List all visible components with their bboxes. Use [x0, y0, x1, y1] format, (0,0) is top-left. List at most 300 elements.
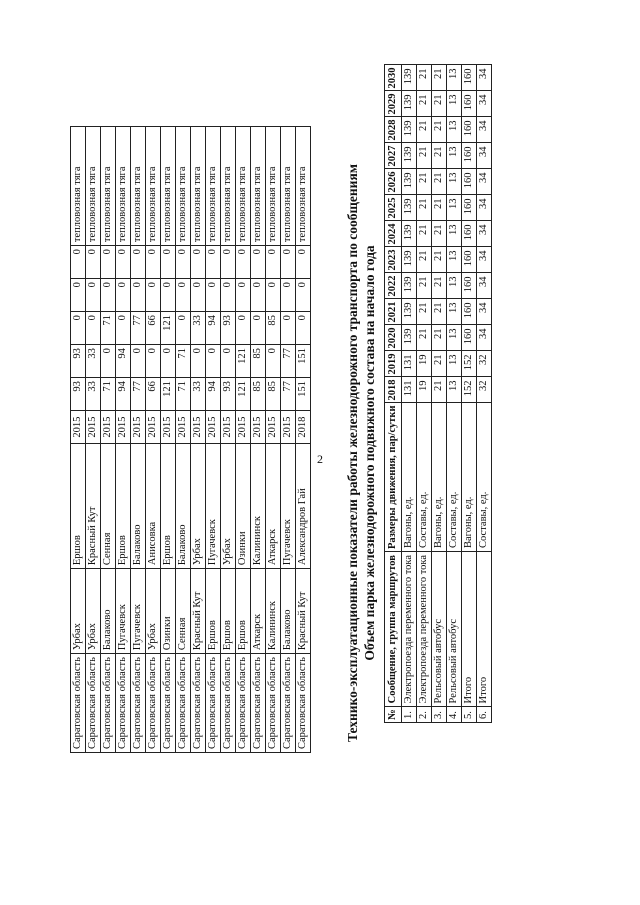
- stock-cell: Рельсовый автобус: [432, 551, 447, 706]
- route-cell: Калининск: [251, 443, 266, 568]
- route-cell: 0: [236, 311, 251, 344]
- stock-cell: 131: [402, 376, 417, 402]
- route-cell: 33: [86, 377, 101, 410]
- route-cell: 71: [176, 377, 191, 410]
- route-cell: Урбах: [71, 568, 86, 653]
- route-row: [131, 126, 146, 752]
- route-cell: 0: [176, 278, 191, 311]
- stock-cell: 139: [402, 298, 417, 324]
- stock-row: [432, 64, 447, 722]
- route-cell: 0: [206, 278, 221, 311]
- rotated-page: [66, 53, 574, 853]
- route-cell: Урбах: [221, 443, 236, 568]
- section-headings: [344, 53, 378, 853]
- route-row: [86, 126, 101, 752]
- route-cell: Саратовская область: [86, 653, 101, 752]
- route-cell: Озинки: [236, 443, 251, 568]
- route-cell: 71: [176, 344, 191, 377]
- stock-cell: 34: [477, 194, 492, 220]
- stock-cell: 139: [402, 116, 417, 142]
- stock-cell: 21: [432, 376, 447, 402]
- stock-cell: 13: [447, 376, 462, 402]
- stock-cell: 160: [462, 64, 477, 90]
- route-cell: Саратовская область: [266, 653, 281, 752]
- route-cell: 0: [251, 311, 266, 344]
- route-cell: 0: [281, 311, 296, 344]
- route-cell: Красный Кут: [86, 443, 101, 568]
- stock-cell: Рельсовый автобус: [447, 551, 462, 706]
- route-cell: 0: [71, 278, 86, 311]
- header-year: 2027: [385, 142, 402, 168]
- route-cell: Саратовская область: [176, 653, 191, 752]
- stock-cell: 21: [432, 116, 447, 142]
- route-row: [146, 126, 161, 752]
- route-cell: тепловозная тяга: [101, 126, 116, 245]
- route-cell: Саратовская область: [116, 653, 131, 752]
- stock-cell: 13: [447, 298, 462, 324]
- stock-cell: 152: [462, 376, 477, 402]
- route-cell: Озинки: [161, 568, 176, 653]
- route-cell: Саратовская область: [251, 653, 266, 752]
- route-cell: 2015: [176, 410, 191, 443]
- stock-cell: 2.: [417, 706, 432, 722]
- route-row: [221, 126, 236, 752]
- route-cell: Пугачевск: [131, 568, 146, 653]
- stock-row: [447, 64, 462, 722]
- route-cell: 2015: [236, 410, 251, 443]
- route-cell: 2015: [131, 410, 146, 443]
- route-row: [191, 126, 206, 752]
- stock-cell: 21: [432, 246, 447, 272]
- stock-cell: 21: [432, 350, 447, 376]
- route-cell: 0: [236, 245, 251, 278]
- stock-cell: 34: [477, 324, 492, 350]
- stock-cell: 139: [402, 246, 417, 272]
- stock-cell: 21: [417, 220, 432, 246]
- stock-cell: 13: [447, 350, 462, 376]
- section-subtitle: Объем парка железнодорожного подвижного состава на начало года: [362, 244, 377, 661]
- stock-cell: 160: [462, 142, 477, 168]
- stock-cell: 160: [462, 168, 477, 194]
- stock-cell: Составы, ед.: [447, 402, 462, 551]
- route-cell: Урбах: [146, 568, 161, 653]
- route-cell: 2015: [101, 410, 116, 443]
- route-row: [281, 126, 296, 752]
- route-cell: 66: [146, 377, 161, 410]
- route-cell: 77: [131, 311, 146, 344]
- stock-cell: 13: [447, 168, 462, 194]
- route-cell: 0: [191, 245, 206, 278]
- route-cell: тепловозная тяга: [236, 126, 251, 245]
- route-cell: 0: [116, 278, 131, 311]
- route-cell: 0: [116, 311, 131, 344]
- route-row: [71, 126, 86, 752]
- stock-row: [402, 64, 417, 722]
- stock-cell: 21: [432, 194, 447, 220]
- route-cell: 94: [206, 377, 221, 410]
- route-cell: Пугачевск: [281, 443, 296, 568]
- route-cell: 0: [146, 344, 161, 377]
- stock-cell: 21: [432, 64, 447, 90]
- route-cell: 0: [161, 344, 176, 377]
- stock-cell: 19: [417, 350, 432, 376]
- route-cell: 0: [71, 311, 86, 344]
- stock-row: [462, 64, 477, 722]
- route-cell: 77: [281, 377, 296, 410]
- route-cell: 0: [266, 278, 281, 311]
- route-cell: 121: [161, 311, 176, 344]
- header-year: 2029: [385, 90, 402, 116]
- route-cell: Саратовская область: [206, 653, 221, 752]
- route-cell: тепловозная тяга: [131, 126, 146, 245]
- header-year: 2028: [385, 116, 402, 142]
- stock-cell: 21: [432, 298, 447, 324]
- routes-table: [70, 126, 311, 753]
- route-cell: 0: [191, 278, 206, 311]
- route-cell: 66: [146, 311, 161, 344]
- stock-cell: 21: [432, 90, 447, 116]
- route-cell: 2015: [146, 410, 161, 443]
- route-row: [251, 126, 266, 752]
- stock-header-row: [385, 64, 402, 722]
- route-cell: 2018: [296, 410, 311, 443]
- route-cell: 0: [86, 311, 101, 344]
- route-cell: Красный Кут: [296, 568, 311, 653]
- header-year: 2018: [385, 376, 402, 402]
- route-cell: Урбах: [86, 568, 101, 653]
- header-num: №: [385, 706, 402, 722]
- route-cell: Ершов: [71, 443, 86, 568]
- stock-cell: 21: [417, 64, 432, 90]
- route-cell: тепловозная тяга: [206, 126, 221, 245]
- route-row: [296, 126, 311, 752]
- stock-cell: 34: [477, 142, 492, 168]
- route-cell: 0: [146, 245, 161, 278]
- stock-cell: 21: [432, 168, 447, 194]
- route-cell: 151: [296, 377, 311, 410]
- route-cell: 94: [206, 311, 221, 344]
- route-cell: 0: [206, 245, 221, 278]
- route-cell: Аткарск: [251, 568, 266, 653]
- route-cell: Анисовка: [146, 443, 161, 568]
- stock-cell: 139: [402, 142, 417, 168]
- stock-cell: 34: [477, 168, 492, 194]
- stock-cell: 34: [477, 298, 492, 324]
- route-cell: Саратовская область: [191, 653, 206, 752]
- route-cell: 94: [116, 377, 131, 410]
- route-cell: Саратовская область: [71, 653, 86, 752]
- route-cell: Аткарск: [266, 443, 281, 568]
- route-cell: тепловозная тяга: [86, 126, 101, 245]
- stock-cell: Составы, ед.: [417, 402, 432, 551]
- header-sizes: Размеры движения, пар/сутки: [385, 402, 402, 551]
- stock-row: [417, 64, 432, 722]
- stock-cell: 160: [462, 246, 477, 272]
- route-cell: тепловозная тяга: [191, 126, 206, 245]
- route-row: [161, 126, 176, 752]
- route-cell: тепловозная тяга: [251, 126, 266, 245]
- route-cell: 0: [131, 245, 146, 278]
- route-cell: 85: [266, 377, 281, 410]
- route-cell: 121: [236, 377, 251, 410]
- route-cell: 85: [266, 311, 281, 344]
- header-message: Сообщение, группа маршрутов: [385, 551, 402, 706]
- route-cell: тепловозная тяга: [161, 126, 176, 245]
- route-cell: Балаково: [131, 443, 146, 568]
- route-cell: Сенная: [101, 443, 116, 568]
- stock-cell: 160: [462, 298, 477, 324]
- stock-cell: 21: [432, 220, 447, 246]
- stock-cell: 13: [447, 142, 462, 168]
- route-cell: 85: [251, 344, 266, 377]
- route-cell: Балаково: [176, 443, 191, 568]
- stock-cell: 21: [417, 142, 432, 168]
- route-cell: 0: [266, 245, 281, 278]
- stock-cell: 5.: [462, 706, 477, 722]
- stock-cell: 34: [477, 246, 492, 272]
- route-cell: 0: [176, 245, 191, 278]
- stock-cell: 21: [417, 246, 432, 272]
- route-cell: 77: [131, 377, 146, 410]
- route-cell: тепловозная тяга: [146, 126, 161, 245]
- route-cell: Ершов: [116, 443, 131, 568]
- route-cell: 2015: [191, 410, 206, 443]
- stock-cell: 13: [447, 220, 462, 246]
- stock-cell: 21: [417, 168, 432, 194]
- route-cell: 0: [101, 344, 116, 377]
- stock-cell: 19: [417, 376, 432, 402]
- stock-cell: 139: [402, 168, 417, 194]
- route-cell: Саратовская область: [281, 653, 296, 752]
- header-year: 2020: [385, 324, 402, 350]
- route-cell: тепловозная тяга: [221, 126, 236, 245]
- stock-cell: 13: [447, 64, 462, 90]
- route-cell: 2015: [266, 410, 281, 443]
- route-cell: 71: [101, 377, 116, 410]
- route-cell: 0: [71, 245, 86, 278]
- stock-cell: 1.: [402, 706, 417, 722]
- route-cell: 0: [101, 278, 116, 311]
- route-cell: 2015: [221, 410, 236, 443]
- route-cell: Саратовская область: [101, 653, 116, 752]
- route-cell: 77: [281, 344, 296, 377]
- route-cell: Саратовская область: [131, 653, 146, 752]
- route-cell: 0: [296, 245, 311, 278]
- route-cell: 2015: [86, 410, 101, 443]
- stock-cell: 21: [417, 116, 432, 142]
- stock-cell: 21: [432, 142, 447, 168]
- route-cell: 93: [221, 311, 236, 344]
- route-cell: Балаково: [281, 568, 296, 653]
- route-cell: тепловозная тяга: [281, 126, 296, 245]
- route-cell: 0: [131, 344, 146, 377]
- header-year: 2024: [385, 220, 402, 246]
- route-cell: 33: [86, 344, 101, 377]
- route-cell: 0: [221, 344, 236, 377]
- stock-cell: 32: [477, 350, 492, 376]
- stock-cell: 139: [402, 324, 417, 350]
- route-cell: тепловозная тяга: [71, 126, 86, 245]
- stock-cell: 21: [417, 272, 432, 298]
- route-cell: Саратовская область: [296, 653, 311, 752]
- route-cell: 151: [296, 344, 311, 377]
- stock-cell: 160: [462, 90, 477, 116]
- header-year: 2022: [385, 272, 402, 298]
- stock-cell: 21: [417, 194, 432, 220]
- route-cell: 0: [161, 278, 176, 311]
- stock-cell: Итого: [462, 551, 477, 706]
- route-cell: 0: [131, 278, 146, 311]
- stock-cell: 21: [417, 90, 432, 116]
- section-title: Технико-эксплуатационные показатели работы железнодорожного транспорта по сообщениям: [345, 163, 360, 742]
- route-row: [176, 126, 191, 752]
- route-cell: 0: [281, 245, 296, 278]
- route-cell: Красный Кут: [191, 568, 206, 653]
- header-year: 2026: [385, 168, 402, 194]
- route-cell: 0: [221, 278, 236, 311]
- page-number: 2: [317, 452, 323, 466]
- route-cell: 0: [176, 311, 191, 344]
- stock-cell: 13: [447, 90, 462, 116]
- route-cell: 0: [296, 311, 311, 344]
- route-cell: 0: [206, 344, 221, 377]
- stock-cell: Итого: [477, 551, 492, 706]
- stock-cell: 13: [447, 116, 462, 142]
- route-cell: 2015: [251, 410, 266, 443]
- route-cell: 2015: [116, 410, 131, 443]
- stock-cell: 139: [402, 90, 417, 116]
- stock-cell: 139: [402, 272, 417, 298]
- route-cell: Пугачевск: [206, 443, 221, 568]
- route-cell: Саратовская область: [236, 653, 251, 752]
- route-cell: 0: [86, 278, 101, 311]
- stock-cell: 32: [477, 376, 492, 402]
- route-cell: 2015: [161, 410, 176, 443]
- stock-cell: 21: [432, 272, 447, 298]
- header-year: 2021: [385, 298, 402, 324]
- route-cell: 93: [71, 344, 86, 377]
- stock-cell: 21: [432, 324, 447, 350]
- header-year: 2030: [385, 64, 402, 90]
- route-cell: 71: [101, 311, 116, 344]
- header-year: 2023: [385, 246, 402, 272]
- route-cell: 121: [161, 377, 176, 410]
- route-cell: 0: [221, 245, 236, 278]
- route-cell: 0: [266, 344, 281, 377]
- stock-cell: 139: [402, 194, 417, 220]
- route-cell: тепловозная тяга: [116, 126, 131, 245]
- route-cell: 94: [116, 344, 131, 377]
- route-cell: Сенная: [176, 568, 191, 653]
- stock-cell: 13: [447, 324, 462, 350]
- stock-cell: 139: [402, 220, 417, 246]
- stock-cell: 34: [477, 220, 492, 246]
- route-cell: 0: [251, 278, 266, 311]
- route-cell: 0: [146, 278, 161, 311]
- route-cell: 2015: [71, 410, 86, 443]
- route-cell: 2015: [206, 410, 221, 443]
- route-cell: тепловозная тяга: [296, 126, 311, 245]
- stock-cell: 152: [462, 350, 477, 376]
- route-cell: Александров Гай: [296, 443, 311, 568]
- stock-cell: Вагоны, ед.: [402, 402, 417, 551]
- stock-cell: 34: [477, 90, 492, 116]
- route-cell: 0: [86, 245, 101, 278]
- route-cell: Ершов: [206, 568, 221, 653]
- route-cell: Урбах: [191, 443, 206, 568]
- stock-cell: 4.: [447, 706, 462, 722]
- stock-cell: 21: [417, 298, 432, 324]
- route-cell: тепловозная тяга: [266, 126, 281, 245]
- route-cell: 0: [191, 344, 206, 377]
- stock-cell: Вагоны, ед.: [462, 402, 477, 551]
- landscape-sheet: [66, 53, 574, 853]
- stock-cell: Электропоезда переменного тока: [417, 551, 432, 706]
- stock-cell: 13: [447, 194, 462, 220]
- route-cell: Пугачевск: [116, 568, 131, 653]
- route-cell: 0: [281, 278, 296, 311]
- route-cell: Саратовская область: [146, 653, 161, 752]
- stock-cell: 6.: [477, 706, 492, 722]
- stock-cell: 13: [447, 246, 462, 272]
- stock-cell: 34: [477, 116, 492, 142]
- route-cell: тепловозная тяга: [176, 126, 191, 245]
- route-row: [236, 126, 251, 752]
- route-cell: Саратовская область: [221, 653, 236, 752]
- stock-cell: Электропоезда переменного тока: [402, 551, 417, 706]
- stock-cell: 160: [462, 324, 477, 350]
- stock-cell: 139: [402, 64, 417, 90]
- stock-cell: 3.: [432, 706, 447, 722]
- route-cell: 2015: [281, 410, 296, 443]
- route-row: [266, 126, 281, 752]
- route-cell: 33: [191, 311, 206, 344]
- route-cell: Калининск: [266, 568, 281, 653]
- stock-cell: 160: [462, 194, 477, 220]
- stock-cell: 160: [462, 220, 477, 246]
- stock-cell: Вагоны, ед.: [432, 402, 447, 551]
- stock-cell: 160: [462, 272, 477, 298]
- route-cell: 0: [296, 278, 311, 311]
- route-row: [206, 126, 221, 752]
- route-cell: 0: [251, 245, 266, 278]
- route-cell: 121: [236, 344, 251, 377]
- route-cell: Ершов: [161, 443, 176, 568]
- stock-row: [477, 64, 492, 722]
- stock-cell: 13: [447, 272, 462, 298]
- route-cell: Саратовская область: [161, 653, 176, 752]
- route-cell: 0: [236, 278, 251, 311]
- route-cell: Ершов: [236, 568, 251, 653]
- route-cell: 85: [251, 377, 266, 410]
- stock-cell: 131: [402, 350, 417, 376]
- route-cell: Балаково: [101, 568, 116, 653]
- header-year: 2019: [385, 350, 402, 376]
- route-cell: Ершов: [221, 568, 236, 653]
- stock-cell: 160: [462, 116, 477, 142]
- route-row: [101, 126, 116, 752]
- route-cell: 93: [71, 377, 86, 410]
- route-row: [116, 126, 131, 752]
- stock-cell: Составы, ед.: [477, 402, 492, 551]
- route-cell: 0: [161, 245, 176, 278]
- route-cell: 0: [116, 245, 131, 278]
- route-cell: 0: [101, 245, 116, 278]
- rolling-stock-table: [384, 64, 492, 723]
- stock-cell: 21: [417, 324, 432, 350]
- route-cell: 33: [191, 377, 206, 410]
- route-cell: 93: [221, 377, 236, 410]
